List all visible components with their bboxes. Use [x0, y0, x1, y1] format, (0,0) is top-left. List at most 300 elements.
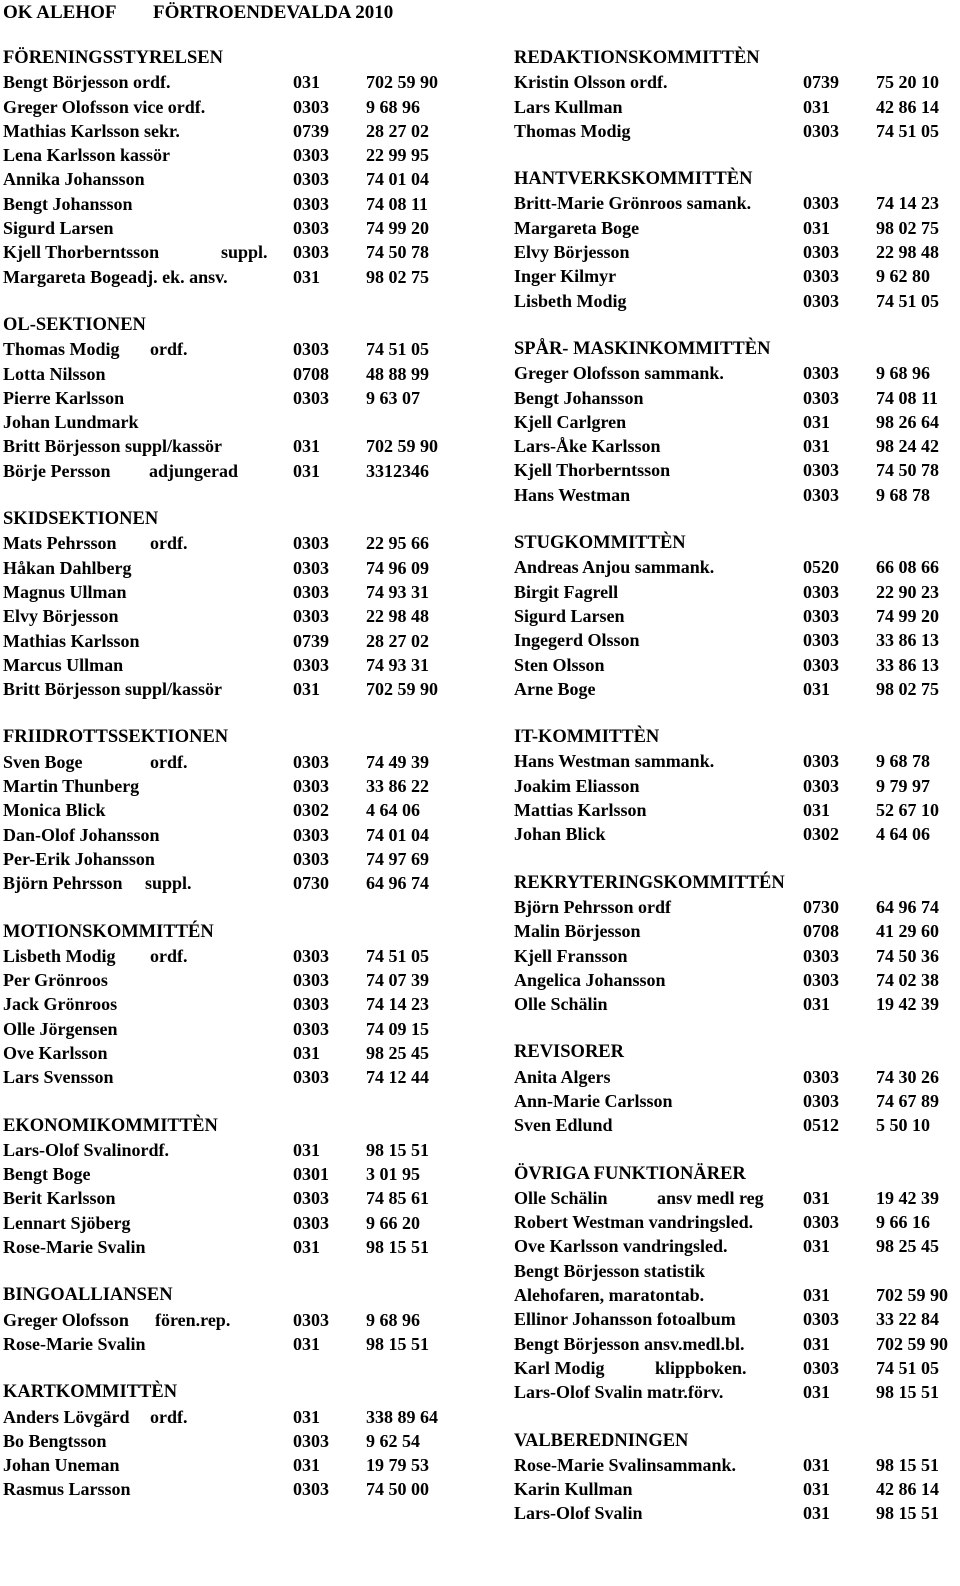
- member-row: [514, 555, 960, 579]
- member-name: Greger Olofsson sammank.: [514, 363, 724, 384]
- section-title: REVISORER: [514, 1042, 624, 1063]
- section-title: VALBEREDNINGEN: [514, 1430, 689, 1451]
- member-row: [3, 192, 473, 216]
- member-name: Angelica Johansson: [514, 969, 666, 990]
- area-code: 0303: [293, 970, 329, 991]
- phone-number: 19 42 39: [876, 994, 939, 1015]
- phone-number: 98 15 51: [366, 1333, 429, 1354]
- area-code: 0302: [803, 824, 839, 845]
- phone-number: 702 59 90: [366, 679, 438, 700]
- member-row: [3, 240, 473, 264]
- member-name: Ingegerd Olsson: [514, 630, 640, 651]
- phone-number: 74 02 38: [876, 969, 939, 990]
- area-code: 0303: [293, 945, 329, 966]
- phone-number: 702 59 90: [876, 1333, 948, 1354]
- area-code: 0303: [803, 290, 839, 311]
- phone-number: 98 25 45: [366, 1042, 429, 1063]
- area-code: 0303: [293, 145, 329, 166]
- phone-number: 98 15 51: [876, 1454, 939, 1475]
- area-code: 031: [293, 72, 320, 93]
- section-title: HANTVERKSKOMMITTÈN: [514, 169, 753, 190]
- section-title: SKIDSEKTIONEN: [3, 509, 159, 530]
- area-code: 0739: [803, 72, 839, 93]
- member-row: [3, 774, 473, 798]
- phone-number: 74 85 61: [366, 1188, 429, 1209]
- member-name: Bengt Boge: [3, 1164, 91, 1185]
- area-code: 031: [293, 1237, 320, 1258]
- phone-number: 22 98 48: [366, 606, 429, 627]
- member-name: Björn Pehrsson ordf: [514, 896, 671, 917]
- area-code: 031: [293, 1042, 320, 1063]
- section-skidsektionen: [3, 507, 473, 701]
- member-name: Rasmus Larsson: [3, 1479, 131, 1500]
- area-code: 0303: [803, 363, 839, 384]
- area-code: 031: [293, 679, 320, 700]
- member-name: Lars Kullman: [514, 96, 623, 117]
- area-code: 031: [293, 1333, 320, 1354]
- phone-number: 74 14 23: [366, 994, 429, 1015]
- member-row: [3, 677, 473, 701]
- member-role: ordf.: [150, 339, 188, 360]
- area-code: 031: [803, 411, 830, 432]
- member-row: [3, 871, 473, 895]
- phone-number: 74 96 09: [366, 557, 429, 578]
- member-row: [514, 119, 960, 143]
- member-row: [3, 944, 473, 968]
- member-row: [514, 774, 960, 798]
- area-code: 0303: [803, 969, 839, 990]
- area-code: 0303: [803, 775, 839, 796]
- member-name: Magnus Ullman: [3, 581, 127, 602]
- area-code: 0739: [293, 630, 329, 651]
- member-row: [514, 798, 960, 822]
- member-row: [514, 749, 960, 773]
- member-row: [514, 191, 960, 215]
- area-code: 0303: [293, 557, 329, 578]
- phone-number: 98 26 64: [876, 411, 939, 432]
- member-name: Ellinor Johansson fotoalbum: [514, 1309, 736, 1330]
- left-column: [3, 46, 473, 1526]
- section-title: ÖVRIGA FUNKTIONÄRER: [514, 1163, 746, 1184]
- phone-number: 9 68 96: [366, 1309, 420, 1330]
- phone-number: 74 01 04: [366, 824, 429, 845]
- area-code: 031: [803, 1503, 830, 1524]
- phone-number: 9 79 97: [876, 775, 930, 796]
- phone-number: 9 68 78: [876, 484, 930, 505]
- member-row: [3, 1429, 473, 1453]
- member-row: [514, 677, 960, 701]
- phone-number: 9 63 07: [366, 387, 420, 408]
- member-row: [514, 1186, 960, 1210]
- section-title: EKONOMIKOMMITTÈN: [3, 1115, 218, 1136]
- area-code: 0302: [293, 800, 329, 821]
- area-code: 0303: [293, 1430, 329, 1451]
- area-code: 031: [803, 96, 830, 117]
- member-row: [514, 1089, 960, 1113]
- member-name: Ove Karlsson: [3, 1042, 108, 1063]
- member-name: Margareta Bogeadj. ek. ansv.: [3, 266, 228, 287]
- member-row: [514, 70, 960, 94]
- page-title: FÖRTROENDEVALDA 2010: [153, 2, 394, 23]
- member-row: [3, 750, 473, 774]
- area-code: 0303: [803, 387, 839, 408]
- member-name: Johan Lundmark: [3, 412, 139, 433]
- area-code: 031: [803, 1236, 830, 1257]
- member-name: Marcus Ullman: [3, 654, 124, 675]
- phone-number: 9 62 80: [876, 266, 930, 287]
- member-name: Lars-Olof Svalinordf.: [3, 1139, 170, 1160]
- area-code: 031: [803, 1285, 830, 1306]
- member-row: [514, 653, 960, 677]
- member-name: Berit Karlsson: [3, 1188, 116, 1209]
- member-name: Joakim Eliasson: [514, 775, 640, 796]
- member-name: Bengt Johansson: [3, 193, 133, 214]
- member-row: [514, 992, 960, 1016]
- member-role: suppl.: [145, 873, 192, 894]
- member-row: [514, 386, 960, 410]
- member-row: [3, 386, 473, 410]
- area-code: 0301: [293, 1164, 329, 1185]
- member-row: [514, 1356, 960, 1380]
- area-code: 0303: [803, 266, 839, 287]
- section-hantverkskommitten: [514, 167, 960, 313]
- phone-number: 98 02 75: [876, 217, 939, 238]
- phone-number: 74 51 05: [876, 1357, 939, 1378]
- member-name: Kjell Carlgren: [514, 411, 627, 432]
- area-code: 0303: [293, 751, 329, 772]
- organization-name: OK ALEHOF: [3, 2, 117, 23]
- area-code: 0303: [803, 1309, 839, 1330]
- area-code: 0708: [803, 921, 839, 942]
- phone-number: 98 25 45: [876, 1236, 939, 1257]
- member-name: Börje Persson: [3, 460, 111, 481]
- section-foreningsstyrelsen: [3, 46, 473, 289]
- member-name: Bengt Börjesson ansv.medl.bl.: [514, 1333, 745, 1354]
- member-name: Anders Lövgärd: [3, 1406, 130, 1427]
- section-friidrottssektionen: [3, 725, 473, 895]
- phone-number: 22 95 66: [366, 533, 429, 554]
- member-name: Birgit Fagrell: [514, 581, 619, 602]
- member-row: [3, 847, 473, 871]
- member-row: [514, 410, 960, 434]
- member-row: [514, 483, 960, 507]
- member-name: Lotta Nilsson: [3, 363, 106, 384]
- phone-number: 338 89 64: [366, 1406, 438, 1427]
- member-role: ordf.: [150, 751, 188, 772]
- member-row: [514, 1283, 960, 1307]
- phone-number: 75 20 10: [876, 72, 939, 93]
- member-name: Britt Börjesson suppl/kassör: [3, 436, 223, 457]
- area-code: 0303: [803, 1090, 839, 1111]
- phone-number: 64 96 74: [366, 873, 429, 894]
- area-code: 031: [803, 1454, 830, 1475]
- right-column: [514, 46, 960, 1550]
- member-row: [514, 434, 960, 458]
- phone-number: 66 08 66: [876, 557, 939, 578]
- area-code: 0303: [803, 1357, 839, 1378]
- member-row: [3, 1186, 473, 1210]
- member-row: [514, 604, 960, 628]
- area-code: 0303: [293, 218, 329, 239]
- member-row: [3, 604, 473, 628]
- area-code: 0303: [293, 387, 329, 408]
- area-code: 0708: [293, 363, 329, 384]
- phone-number: 42 86 14: [876, 96, 939, 117]
- member-row: [3, 434, 473, 458]
- phone-number: 42 86 14: [876, 1479, 939, 1500]
- member-row: [3, 143, 473, 167]
- member-row: [3, 1211, 473, 1235]
- area-code: 0303: [803, 460, 839, 481]
- phone-number: 9 68 78: [876, 751, 930, 772]
- member-row: [514, 1259, 960, 1283]
- phone-number: 3 01 95: [366, 1164, 420, 1185]
- area-code: 0303: [293, 339, 329, 360]
- section-spar-maskinkommitten: [514, 337, 960, 507]
- area-code: 031: [803, 1382, 830, 1403]
- area-code: 031: [803, 217, 830, 238]
- phone-number: 702 59 90: [366, 436, 438, 457]
- section-ovriga-funktionarer: [514, 1162, 960, 1405]
- member-name: Johan Uneman: [3, 1455, 120, 1476]
- member-name: Lennart Sjöberg: [3, 1212, 131, 1233]
- area-code: 031: [293, 1455, 320, 1476]
- phone-number: 9 66 16: [876, 1212, 930, 1233]
- phone-number: 702 59 90: [366, 72, 438, 93]
- area-code: 031: [803, 678, 830, 699]
- member-name: Rose-Marie Svalin: [3, 1237, 146, 1258]
- section-ol-sektionen: [3, 313, 473, 483]
- area-code: 0303: [803, 605, 839, 626]
- member-row: [514, 458, 960, 482]
- member-name: Lena Karlsson kassör: [3, 145, 171, 166]
- area-code: 0303: [803, 193, 839, 214]
- phone-number: 52 67 10: [876, 800, 939, 821]
- member-row: [3, 1453, 473, 1477]
- area-code: 0303: [803, 242, 839, 263]
- member-role: klippboken.: [655, 1357, 747, 1378]
- phone-number: 9 68 96: [876, 363, 930, 384]
- member-name: Anita Algers: [514, 1066, 611, 1087]
- member-role: ordf.: [150, 945, 188, 966]
- member-row: [3, 119, 473, 143]
- area-code: 0739: [293, 120, 329, 141]
- member-row: [3, 653, 473, 677]
- member-row: [3, 70, 473, 94]
- member-name: Martin Thunberg: [3, 776, 140, 797]
- phone-number: 74 09 15: [366, 1018, 429, 1039]
- member-row: [3, 629, 473, 653]
- section-stugkommitten: [514, 531, 960, 701]
- member-name: Rose-Marie Svalinsammank.: [514, 1454, 736, 1475]
- phone-number: 74 50 78: [366, 242, 429, 263]
- section-title: MOTIONSKOMMITTÉN: [3, 921, 214, 942]
- member-role: suppl.: [221, 242, 268, 263]
- member-row: [514, 580, 960, 604]
- phone-number: 98 15 51: [366, 1139, 429, 1160]
- phone-number: 22 90 23: [876, 581, 939, 602]
- member-row: [3, 410, 473, 434]
- member-name: Olle Jörgensen: [3, 1018, 118, 1039]
- member-row: [3, 798, 473, 822]
- member-row: [3, 823, 473, 847]
- member-name: Britt-Marie Grönroos samank.: [514, 193, 752, 214]
- member-name: Mathias Karlsson sekr.: [3, 120, 180, 141]
- member-row: [3, 1235, 473, 1259]
- section-title: REDAKTIONSKOMMITTÈN: [514, 48, 760, 68]
- member-role: ansv medl reg: [657, 1187, 764, 1208]
- member-row: [514, 1477, 960, 1501]
- phone-number: 74 08 11: [366, 193, 429, 214]
- phone-number: 74 07 39: [366, 970, 429, 991]
- phone-number: 28 27 02: [366, 630, 429, 651]
- phone-number: 74 99 20: [366, 218, 429, 239]
- member-row: [514, 628, 960, 652]
- member-row: [3, 1041, 473, 1065]
- area-code: 0303: [293, 1018, 329, 1039]
- section-bingoalliansen: [3, 1283, 473, 1356]
- member-name: Lars-Olof Svalin: [514, 1503, 643, 1524]
- phone-number: 22 99 95: [366, 145, 429, 166]
- phone-number: 74 01 04: [366, 169, 429, 190]
- member-row: [3, 362, 473, 386]
- member-role: fören.rep.: [155, 1309, 231, 1330]
- area-code: 0303: [293, 169, 329, 190]
- member-name: Andreas Anjou sammank.: [514, 557, 715, 578]
- member-row: [514, 1332, 960, 1356]
- member-row: [3, 265, 473, 289]
- member-name: Sten Olsson: [514, 654, 605, 675]
- section-ekonomikommitten: [3, 1114, 473, 1260]
- section-title: IT-KOMMITTÈN: [514, 727, 660, 748]
- member-row: [514, 1113, 960, 1137]
- member-row: [514, 1307, 960, 1331]
- member-name: Kjell Fransson: [514, 945, 628, 966]
- phone-number: 74 51 05: [876, 120, 939, 141]
- member-name: Alehofaren, maratontab.: [514, 1285, 705, 1306]
- phone-number: 74 51 05: [876, 290, 939, 311]
- member-role: ordf.: [150, 1406, 188, 1427]
- area-code: 031: [803, 1479, 830, 1500]
- member-role: ordf.: [150, 533, 188, 554]
- phone-number: 33 22 84: [876, 1309, 939, 1330]
- area-code: 0303: [293, 776, 329, 797]
- phone-number: 9 62 54: [366, 1430, 420, 1451]
- member-name: Lisbeth Modig: [514, 290, 627, 311]
- phone-number: 28 27 02: [366, 120, 429, 141]
- phone-number: 4 64 06: [876, 824, 930, 845]
- area-code: 0303: [293, 1309, 329, 1330]
- member-name: Olle Schälin: [514, 1187, 608, 1208]
- member-row: [514, 361, 960, 385]
- member-name: Bengt Börjesson statistik: [514, 1260, 706, 1281]
- member-name: Greger Olofsson: [3, 1309, 129, 1330]
- area-code: 0303: [803, 1212, 839, 1233]
- member-row: [3, 1332, 473, 1356]
- area-code: 0303: [293, 1188, 329, 1209]
- member-row: [514, 1210, 960, 1234]
- phone-number: 98 02 75: [366, 266, 429, 287]
- member-name: Jack Grönroos: [3, 994, 118, 1015]
- section-motionskommitten: [3, 920, 473, 1090]
- phone-number: 5 50 10: [876, 1115, 930, 1136]
- area-code: 031: [293, 1139, 320, 1160]
- member-row: [3, 580, 473, 604]
- member-row: [514, 944, 960, 968]
- area-code: 031: [803, 1333, 830, 1354]
- section-title: REKRYTERINGSKOMMITTÉN: [514, 872, 785, 893]
- member-row: [514, 1234, 960, 1258]
- member-name: Greger Olofsson vice ordf.: [3, 96, 206, 117]
- member-name: Karin Kullman: [514, 1479, 633, 1500]
- member-row: [3, 1477, 473, 1501]
- member-row: [3, 556, 473, 580]
- area-code: 0303: [803, 1066, 839, 1087]
- area-code: 031: [293, 1406, 320, 1427]
- member-name: Inger Kilmyr: [514, 266, 617, 287]
- member-name: Britt Börjesson suppl/kassör: [3, 679, 223, 700]
- area-code: 0303: [293, 96, 329, 117]
- area-code: 0303: [803, 120, 839, 141]
- area-code: 031: [293, 460, 320, 481]
- member-row: [3, 1065, 473, 1089]
- area-code: 0303: [803, 654, 839, 675]
- member-row: [514, 822, 960, 846]
- section-title: OL-SEKTIONEN: [3, 314, 146, 335]
- member-name: Sigurd Larsen: [3, 218, 114, 239]
- member-name: Mathias Karlsson: [3, 630, 140, 651]
- phone-number: 19 42 39: [876, 1187, 939, 1208]
- area-code: 0303: [803, 484, 839, 505]
- section-title: BINGOALLIANSEN: [3, 1285, 173, 1306]
- member-row: [514, 968, 960, 992]
- section-title: FRIIDROTTSSEKTIONEN: [3, 727, 229, 748]
- member-row: [514, 1453, 960, 1477]
- member-name: Elvy Börjesson: [514, 242, 630, 263]
- phone-number: 4 64 06: [366, 800, 420, 821]
- member-row: [3, 1138, 473, 1162]
- section-title: FÖRENINGSSTYRELSEN: [3, 48, 224, 68]
- member-name: Kjell Thorberntsson: [514, 460, 671, 481]
- area-code: 0303: [293, 1067, 329, 1088]
- section-rekryteringskommitten: [514, 871, 960, 1017]
- area-code: 0730: [293, 873, 329, 894]
- phone-number: 702 59 90: [876, 1285, 948, 1306]
- member-row: [3, 531, 473, 555]
- member-row: [3, 1405, 473, 1429]
- area-code: 0303: [293, 193, 329, 214]
- area-code: 0303: [803, 945, 839, 966]
- member-name: Bengt Johansson: [514, 387, 644, 408]
- member-name: Sigurd Larsen: [514, 605, 625, 626]
- member-name: Rose-Marie Svalin: [3, 1333, 146, 1354]
- phone-number: 74 51 05: [366, 945, 429, 966]
- member-name: Sven Boge: [3, 751, 83, 772]
- phone-number: 74 49 39: [366, 751, 429, 772]
- member-row: [3, 167, 473, 191]
- phone-number: 74 12 44: [366, 1067, 429, 1088]
- member-row: [3, 1162, 473, 1186]
- member-name: Per-Erik Johansson: [3, 848, 155, 869]
- area-code: 0303: [293, 533, 329, 554]
- member-name: Monica Blick: [3, 800, 106, 821]
- section-title: SPÅR- MASKINKOMMITTÈN: [514, 338, 771, 359]
- member-name: Björn Pehrsson: [3, 873, 123, 894]
- member-row: [3, 992, 473, 1016]
- area-code: 0730: [803, 896, 839, 917]
- member-name: Hans Westman sammank.: [514, 751, 715, 772]
- phone-number: 74 99 20: [876, 605, 939, 626]
